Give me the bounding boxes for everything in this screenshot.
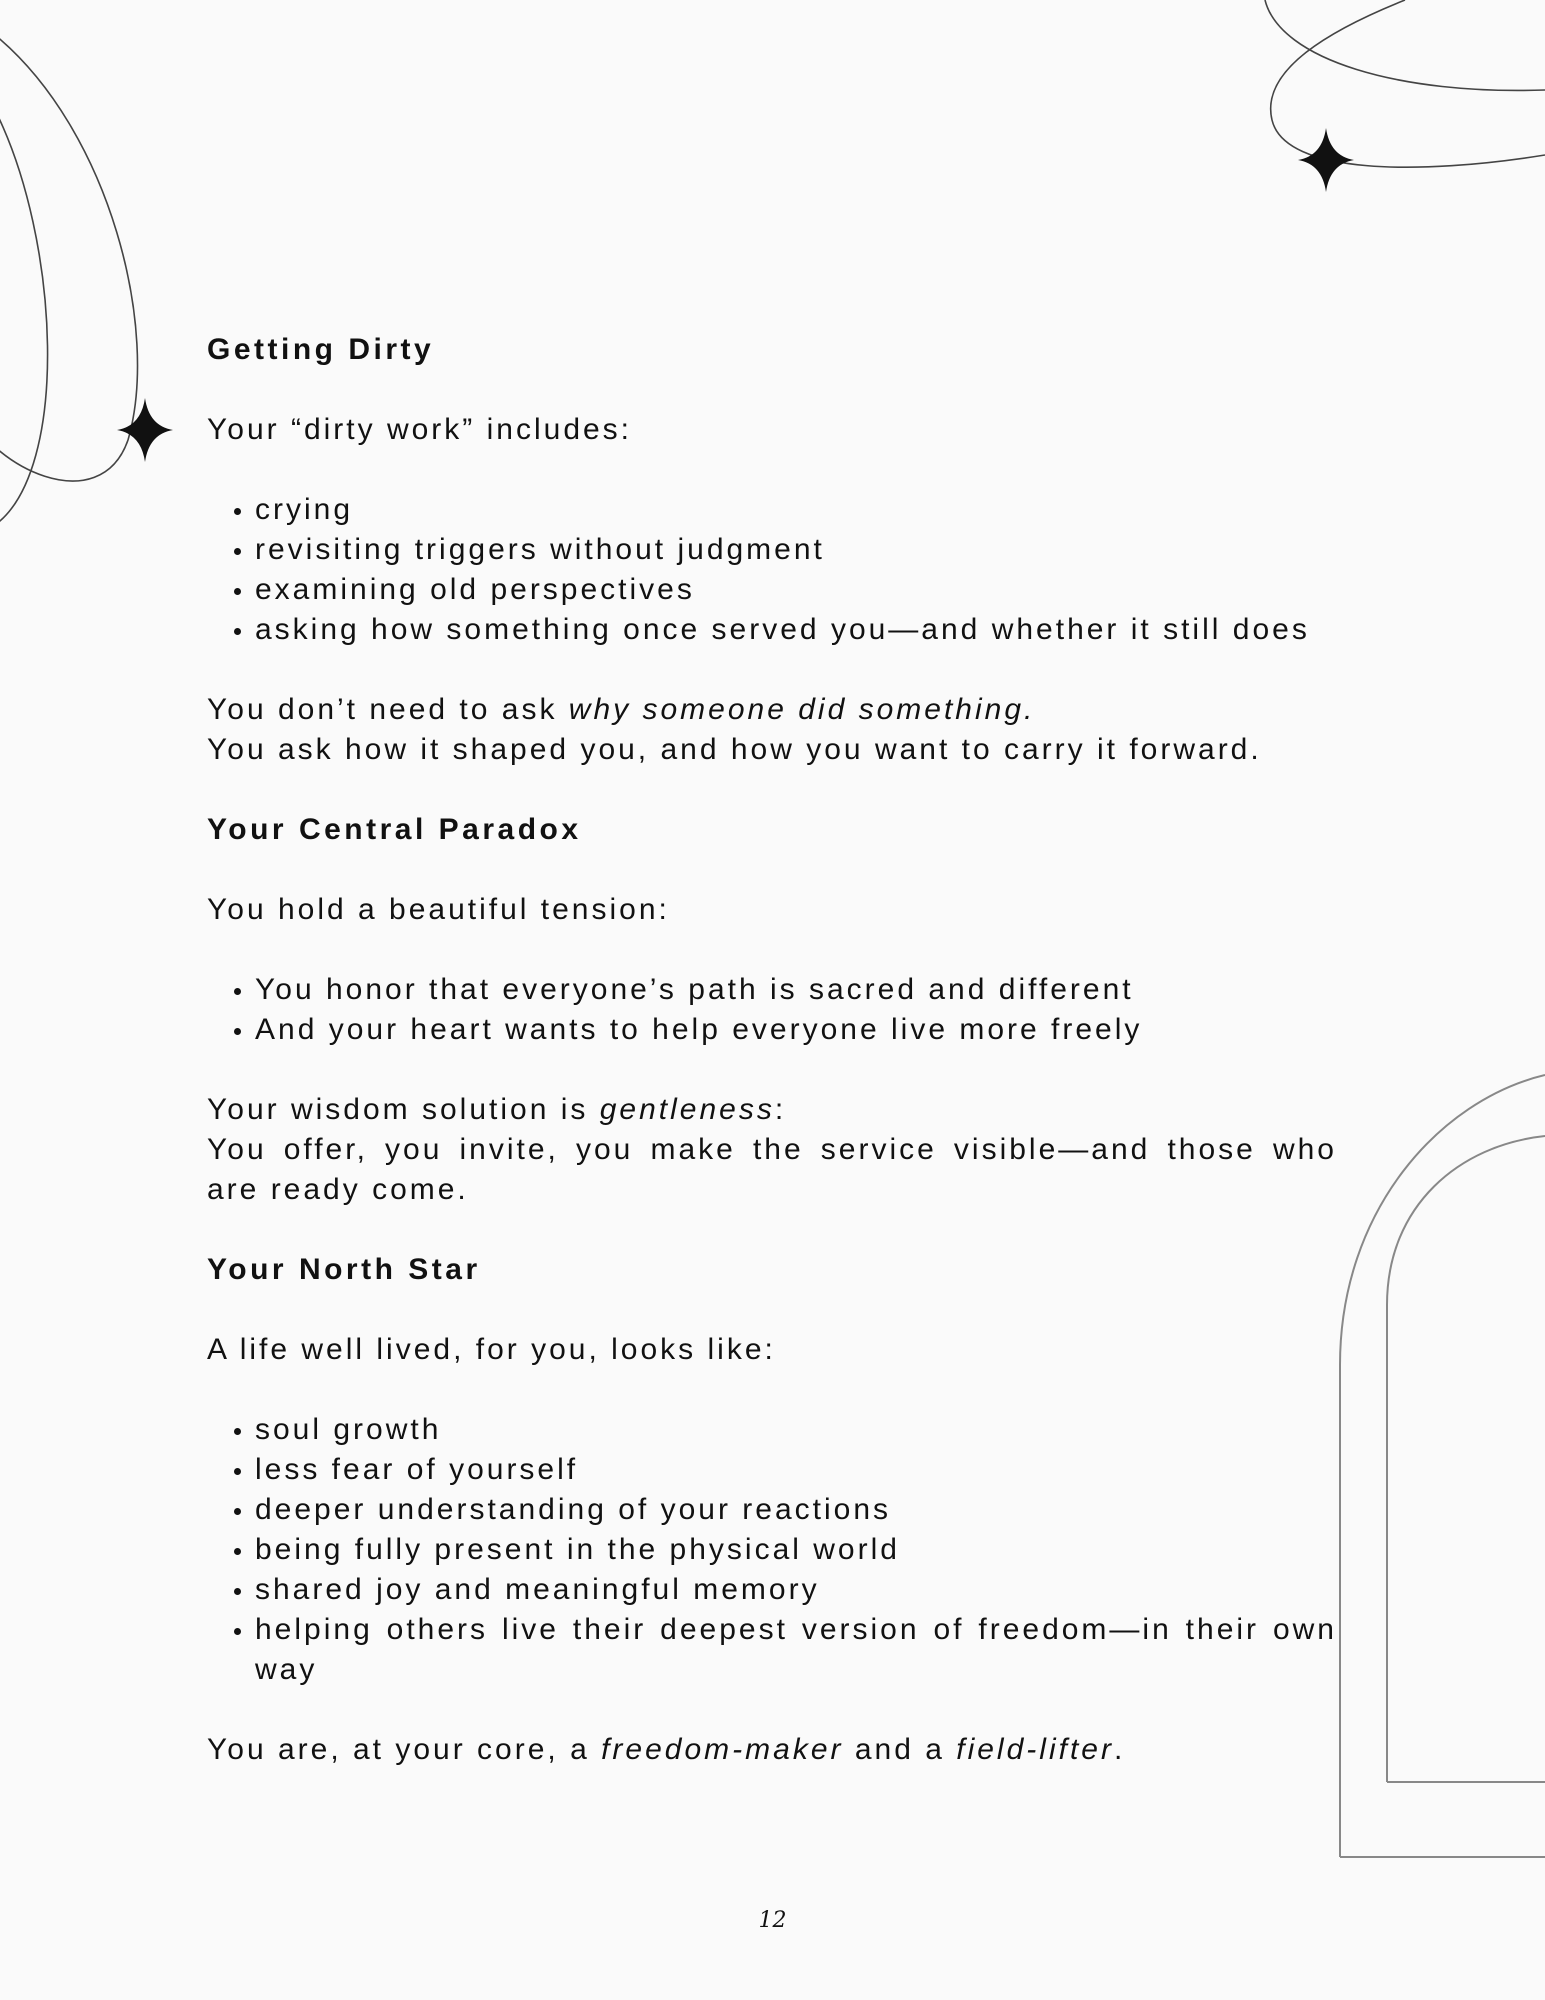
page-content [207,330,1337,1810]
list-item: • deeper understanding of your reactions [255,1490,1337,1530]
page-number: 12 [758,1908,787,1933]
text-run: and a [843,1733,957,1766]
text-run: You are, at your core, a [207,1733,602,1766]
list-item: • shared joy and meaningful memory [255,1570,1337,1610]
bullet-list [207,490,1337,650]
section-heading-central-paradox: Your Central Paradox [207,813,582,846]
list-item: • And your heart wants to help everyone live more freely [255,1010,1337,1050]
arch-outer [1340,1075,1545,1857]
emphasis-text: gentleness [599,1093,775,1126]
section-heading-north-star: Your North Star [207,1253,481,1286]
paragraph [207,690,1337,730]
bullet-list [207,970,1337,1050]
orbit-line [0,35,137,481]
text-run: Your wisdom solution is [207,1093,600,1126]
orbit-line [0,110,48,525]
sparkle-star-icon [1298,128,1354,192]
list-item: • soul growth [255,1410,1337,1450]
text-run: : [774,1093,787,1126]
list-item: • less fear of yourself [255,1450,1337,1490]
section-heading-getting-dirty: Getting Dirty [207,333,435,366]
list-item: • You honor that everyone’s path is sacred and different [255,970,1337,1010]
section-intro: A life well lived, for you, looks like: [207,1333,776,1366]
list-item: • examining old perspectives [255,570,1337,610]
orbit-line [1265,0,1545,90]
list-item: • revisiting triggers without judgment [255,530,1337,570]
paragraph: You ask how it shaped you, and how you want to carry it forward. [207,733,1262,766]
list-item: • asking how something once served you—and whether it still does [255,610,1337,650]
sparkle-star-icon [117,398,173,462]
text-run: . [1113,1733,1126,1766]
emphasis-text: why someone did something. [568,693,1036,726]
section-intro: You hold a beautiful tension: [207,893,670,926]
arch-inner [1387,1136,1545,1782]
closing-paragraph [207,1730,1337,1770]
orbit-line [1271,0,1545,167]
emphasis-text: field-lifter [956,1733,1114,1766]
section-intro: Your “dirty work” includes: [207,413,633,446]
paragraph [207,1090,1337,1130]
list-item: • helping others live their deepest version of freedom—in their own way [255,1610,1337,1690]
emphasis-text: freedom-maker [601,1733,844,1766]
paragraph: You offer, you invite, you make the service visible—and those who are ready come. [207,1133,1337,1206]
bullet-list [207,1410,1337,1690]
list-item: • crying [255,490,1337,530]
list-item: • being fully present in the physical world [255,1530,1337,1570]
text-run: You don’t need to ask [207,693,569,726]
